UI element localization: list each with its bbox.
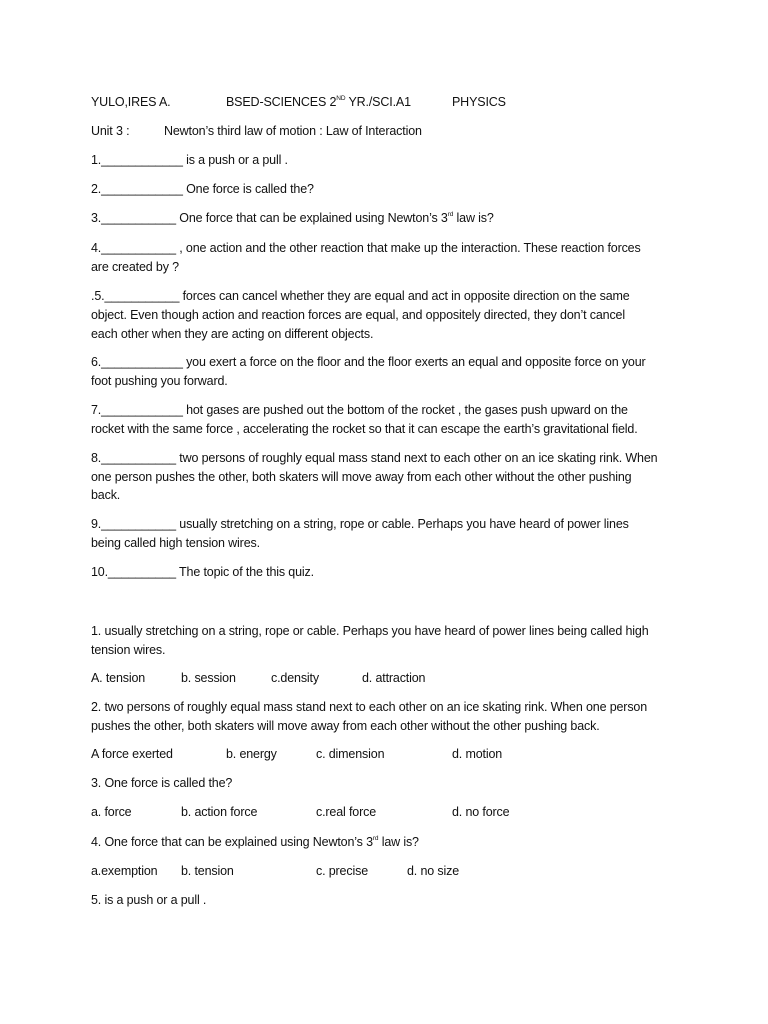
- mcq-question-1: 1. usually stretching on a string, rope or cable. Perhaps you have heard of power lines being called high: [91, 624, 649, 638]
- mcq-question-1-cont: tension wires.: [91, 643, 166, 657]
- mcq-question-2: 2. two persons of roughly equal mass stand next to each other on an ice skating rink. When one person: [91, 700, 648, 714]
- choice-b: b. energy: [226, 747, 277, 761]
- unit-title: Newton’s third law of motion : Law of Interaction: [164, 124, 422, 138]
- unit-line: [0, 122, 768, 141]
- unit-label: Unit 3 :: [91, 124, 130, 138]
- fill-in-item-5-cont: object. Even though action and reaction forces are equal, and oppositely directed, they don’t cancel: [91, 308, 625, 322]
- fill-in-item-1: 1.____________ is a push or a pull .: [91, 153, 288, 167]
- fill-in-item-10: 10.__________ The topic of the this quiz.: [91, 565, 314, 579]
- fill-in-item-7: 7.____________ hot gases are pushed out the bottom of the rocket , the gases push upward on the: [91, 403, 628, 417]
- fill-in-item-8-cont: one person pushes the other, both skaters will move away from each other without the other pushing: [91, 470, 632, 484]
- document-header: [0, 93, 768, 112]
- fill-in-item-3: 3.___________ One force that can be explained using Newton’s 3rd law is?: [91, 211, 494, 225]
- fill-in-item-7-cont: rocket with the same force , accelerating the rocket so that it can escape the earth’s gravitational field.: [91, 422, 638, 436]
- fill-in-item-6: 6.____________ you exert a force on the floor and the floor exerts an equal and opposite force on your: [91, 355, 646, 369]
- choice-a: a. force: [91, 805, 132, 819]
- fill-in-item-5-cont: each other when they are acting on different objects.: [91, 327, 374, 341]
- subject: PHYSICS: [452, 95, 506, 109]
- choice-c: c. dimension: [316, 747, 385, 761]
- course-section: BSED-SCIENCES 2ND YR./SCI.A1: [226, 95, 411, 109]
- fill-in-item-6-cont: foot pushing you forward.: [91, 374, 228, 388]
- choice-d: d. no size: [407, 864, 460, 878]
- choice-d: d. no force: [452, 805, 510, 819]
- fill-in-item-9: 9.___________ usually stretching on a string, rope or cable. Perhaps you have heard of power lines: [91, 517, 629, 531]
- choice-d: d. motion: [452, 747, 503, 761]
- fill-in-item-8: 8.___________ two persons of roughly equal mass stand next to each other on an ice skating rink. When: [91, 451, 658, 465]
- choice-b: b. session: [181, 671, 236, 685]
- choice-c: c.real force: [316, 805, 377, 819]
- choice-d: d. attraction: [362, 671, 426, 685]
- mcq-choices-4: [0, 862, 768, 881]
- fill-in-item-4-cont: are created by ?: [91, 260, 179, 274]
- fill-in-item-2: 2.____________ One force is called the?: [91, 182, 314, 196]
- fill-in-item-5: .5.___________ forces can cancel whether they are equal and act in opposite direction on the same: [91, 289, 630, 303]
- choice-b: b. tension: [181, 864, 234, 878]
- choice-a: A. tension: [91, 671, 146, 685]
- choice-c: c. precise: [316, 864, 368, 878]
- choice-a: A force exerted: [91, 747, 173, 761]
- student-name: YULO,IRES A.: [91, 95, 171, 109]
- choice-b: b. action force: [181, 805, 258, 819]
- fill-in-item-4: 4.___________ , one action and the other reaction that make up the interaction. These reaction forces: [91, 241, 641, 255]
- mcq-question-5: 5. is a push or a pull .: [91, 893, 207, 907]
- choice-c: c.density: [271, 671, 319, 685]
- mcq-choices-1: [0, 669, 768, 688]
- mcq-question-2-cont: pushes the other, both skaters will move away from each other without the other pushing back.: [91, 719, 600, 733]
- mcq-choices-3: [0, 803, 768, 822]
- fill-in-item-8-cont: back.: [91, 488, 121, 502]
- fill-in-item-9-cont: being called high tension wires.: [91, 536, 260, 550]
- choice-a: a.exemption: [91, 864, 158, 878]
- mcq-question-3: 3. One force is called the?: [91, 776, 233, 790]
- mcq-choices-2: [0, 745, 768, 764]
- mcq-question-4: 4. One force that can be explained using Newton’s 3rd law is?: [91, 835, 419, 849]
